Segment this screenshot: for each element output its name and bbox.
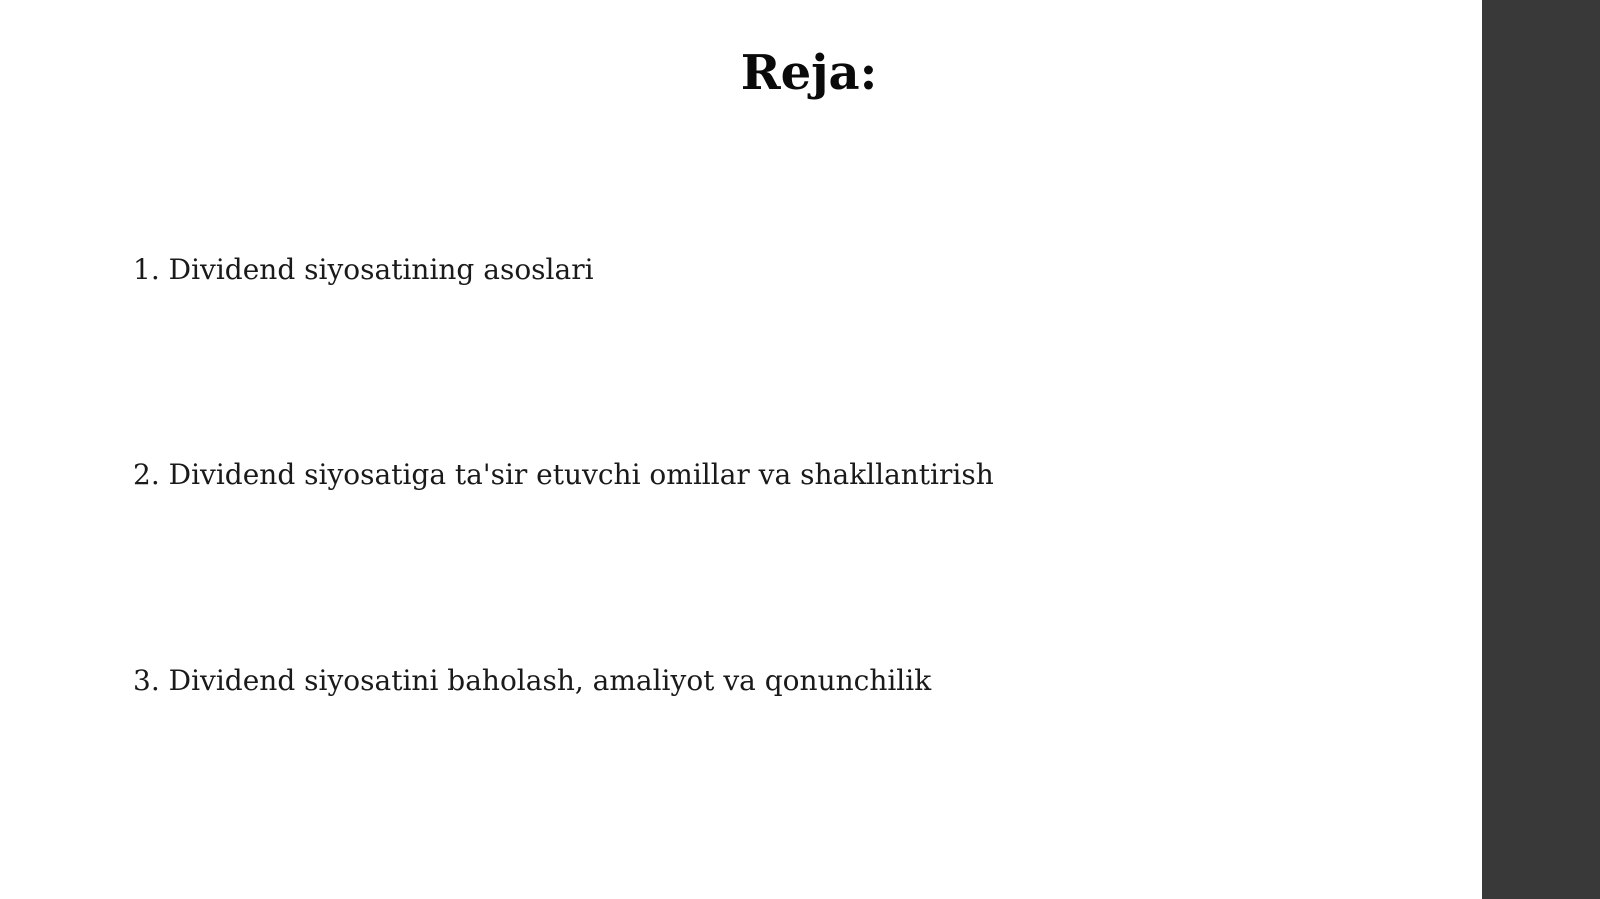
list-item: 1. Dividend siyosatining asoslari xyxy=(133,253,594,286)
list-item: 2. Dividend siyosatiga ta'sir etuvchi omillar va shakllantirish xyxy=(133,458,994,491)
side-panel xyxy=(1482,0,1600,899)
slide-title: Reja: xyxy=(740,45,878,101)
list-item: 3. Dividend siyosatini baholash, amaliyot va qonunchilik xyxy=(133,664,932,697)
